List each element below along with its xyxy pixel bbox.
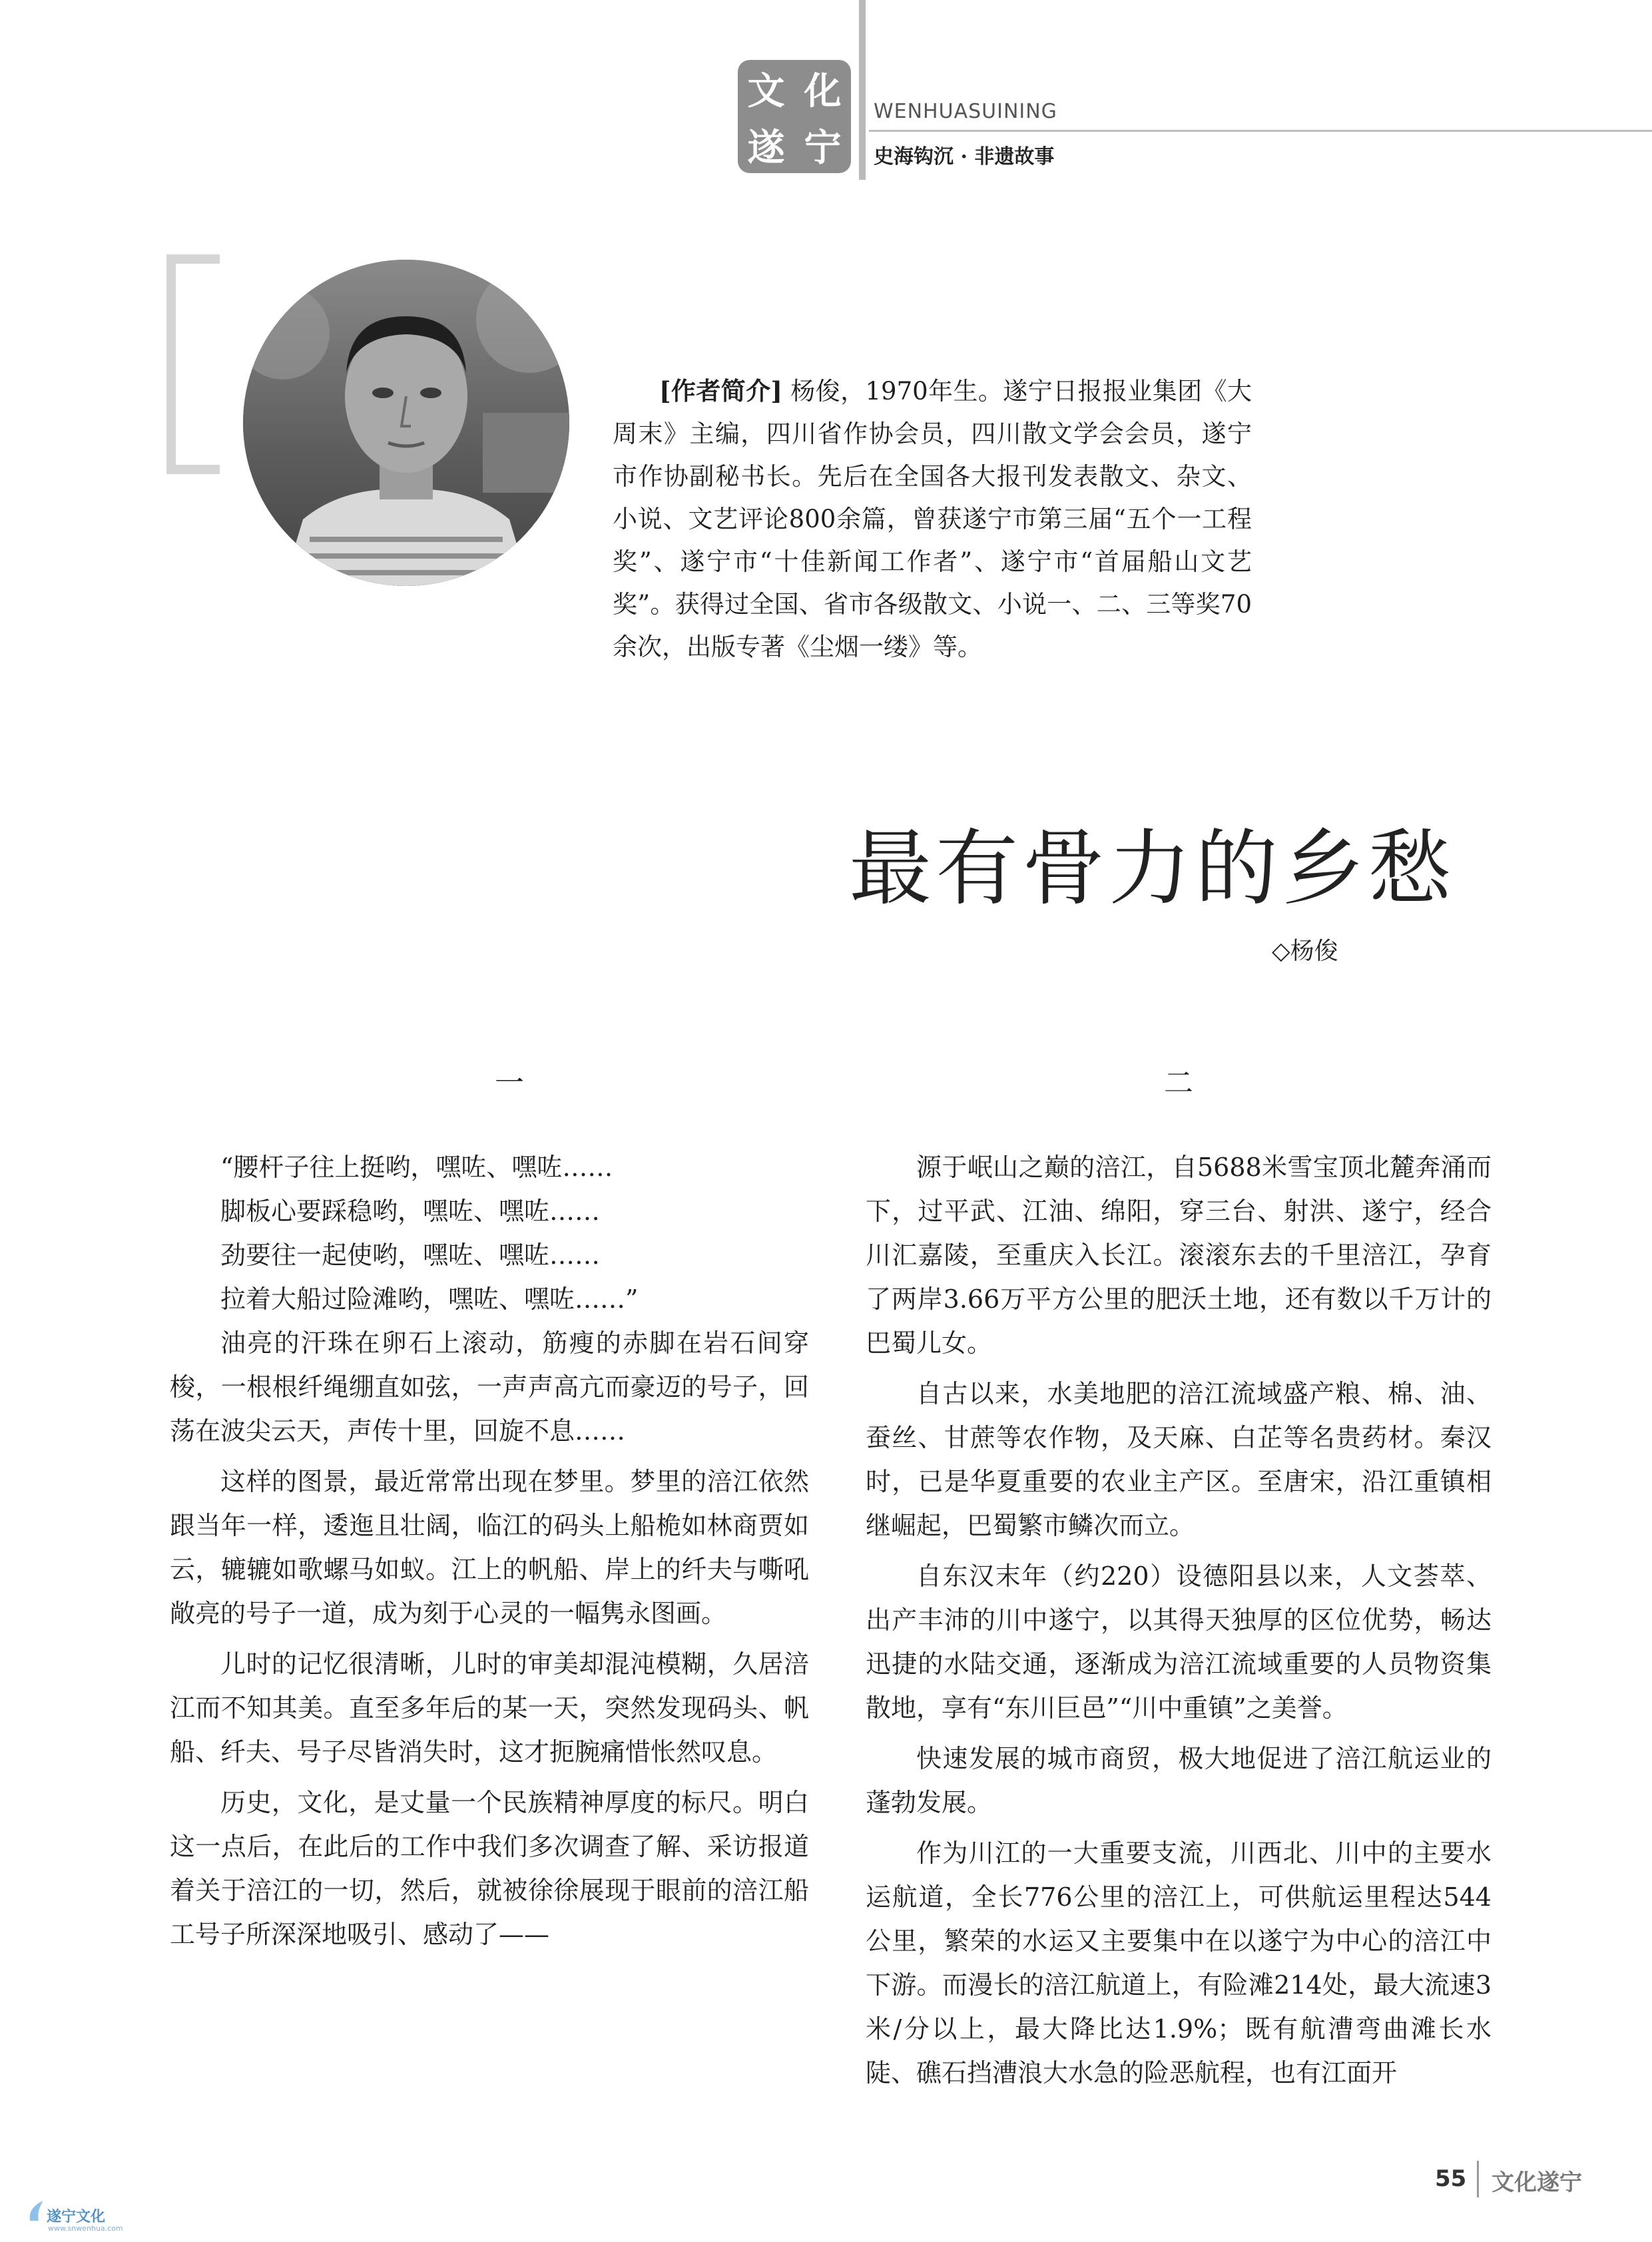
body-paragraph: 源于岷山之巅的涪江，自5688米雪宝顶北麓奔涌而下，过平武、江油、绵阳，穿三台、射洪、遂宁，经合川汇嘉陵，至重庆入长江。滚滚东去的千里涪江，孕育了两岸3.66万平方公里的肥沃土地，还有数以千万计的巴蜀儿女。 [866,1153,1492,1358]
article-column-left [170,1145,809,1963]
body-paragraph: 自古以来，水美地肥的涪江流域盛产粮、棉、油、蚕丝、甘蔗等农作物，及天麻、白芷等名贵药材。秦汉时，已是华夏重要的农业主产区。至唐宋，沿江重镇相继崛起，巴蜀繁市鳞次而立。 [866,1379,1492,1540]
header-rule [869,130,1652,132]
section-number-one: 一 [495,1066,524,1100]
logo-char: 宁 [804,125,842,170]
section-number-two: 二 [1164,1066,1193,1100]
author-bio-text: 杨俊，1970年生。遂宁日报报业集团《大周末》主编，四川省作协会员，四川散文学会会员，遂宁市作协副秘书长。先后在全国各大报刊发表散文、杂文、小说、文艺评论800余篇，曾获遂宁市第三届“五个一工程奖”、遂宁市“十佳新闻工作者”、遂宁市“首届船山文艺奖”。获得过全国、省市各级散文、小说一、二、三等奖70余次，出版专著《尘烟一缕》等。 [613,377,1252,661]
song-verse: 劲要往一起使哟，嘿咗、嘿咗…… [220,1241,601,1270]
song-verse: 拉着大船过险滩哟，嘿咗、嘿咗……” [220,1284,639,1314]
body-paragraph: 历史，文化，是丈量一个民族精神厚度的标尺。明白这一点后，在此后的工作中我们多次调查了解、采访报道着关于涪江的一切，然后，就被徐徐展现于眼前的涪江船工号子所深深地吸引、感动了—— [170,1788,809,1949]
body-paragraph: 快速发展的城市商贸，极大地促进了涪江航运业的蓬勃发展。 [866,1744,1492,1817]
header-english-name: WENHUASUINING [874,100,1057,123]
article-title: 最有骨力的乡愁 [849,821,1456,917]
author-portrait-image [243,260,569,586]
logo-char: 文 [747,69,785,113]
footer-divider [1477,2161,1479,2197]
watermark-wing-icon [27,2197,47,2224]
author-photo [243,260,569,586]
watermark-logo [27,2197,47,2227]
logo-char: 遂 [747,125,785,170]
article-column-right [866,1145,1492,2102]
header-section-label: 史海钩沉 · 非遗故事 [874,145,1055,168]
body-paragraph: 这样的图景，最近常常出现在梦里。梦里的涪江依然跟当年一样，逶迤且壮阔，临江的码头上船桅如林商贾如云，辘辘如歌螺马如蚁。江上的帆船、岸上的纤夫与嘶吼敞亮的号子一道，成为刻于心灵的一幅隽永图画。 [170,1467,809,1628]
logo-char: 化 [804,69,842,113]
song-verse: “腰杆子往上挺哟，嘿咗、嘿咗…… [220,1153,613,1182]
body-paragraph: 油亮的汗珠在卵石上滚动，筋瘦的赤脚在岩石间穿梭，一根根纤绳绷直如弦，一声声高亢而豪迈的号子，回荡在波尖云天，声传十里，回旋不息…… [170,1328,809,1446]
author-bio [613,370,1252,669]
header-divider-vertical [859,0,866,180]
footer-magazine-name: 文化遂宁 [1492,2169,1582,2196]
decorative-bracket [166,254,220,474]
page-number: 55 [1435,2165,1467,2192]
song-verse: 脚板心要踩稳哟，嘿咗、嘿咗…… [220,1197,601,1226]
watermark-url: www.snwenhua.com [48,2224,123,2233]
watermark-text: 遂宁文化 [47,2208,106,2225]
body-paragraph: 作为川江的一大重要支流，川西北、川中的主要水运航道，全长776公里的涪江上，可供航运里程达544公里，繁荣的水运又主要集中在以遂宁为中心的涪江中下游。而漫长的涪江航道上，有险滩214处，最大流速3米/分以上，最大降比达1.9%；既有航漕弯曲滩长水陡、礁石挡漕浪大水急的险恶航程，也有江面开 [866,1838,1492,2088]
body-paragraph: 自东汉末年（约220）设德阳县以来，人文荟萃、出产丰沛的川中遂宁，以其得天独厚的区位优势，畅达迅捷的水陆交通，逐渐成为涪江流域重要的人员物资集散地，享有“东川巨邑”“川中重镇”之美誉。 [866,1561,1492,1723]
magazine-logo-seal [738,60,851,173]
article-byline: ◇杨俊 [1272,938,1338,965]
body-paragraph: 儿时的记忆很清晰，儿时的审美却混沌模糊，久居涪江而不知其美。直至多年后的某一天，突然发现码头、帆船、纤夫、号子尽皆消失时，这才扼腕痛惜怅然叹息。 [170,1649,809,1767]
author-bio-label: [作者简介] [659,376,783,406]
